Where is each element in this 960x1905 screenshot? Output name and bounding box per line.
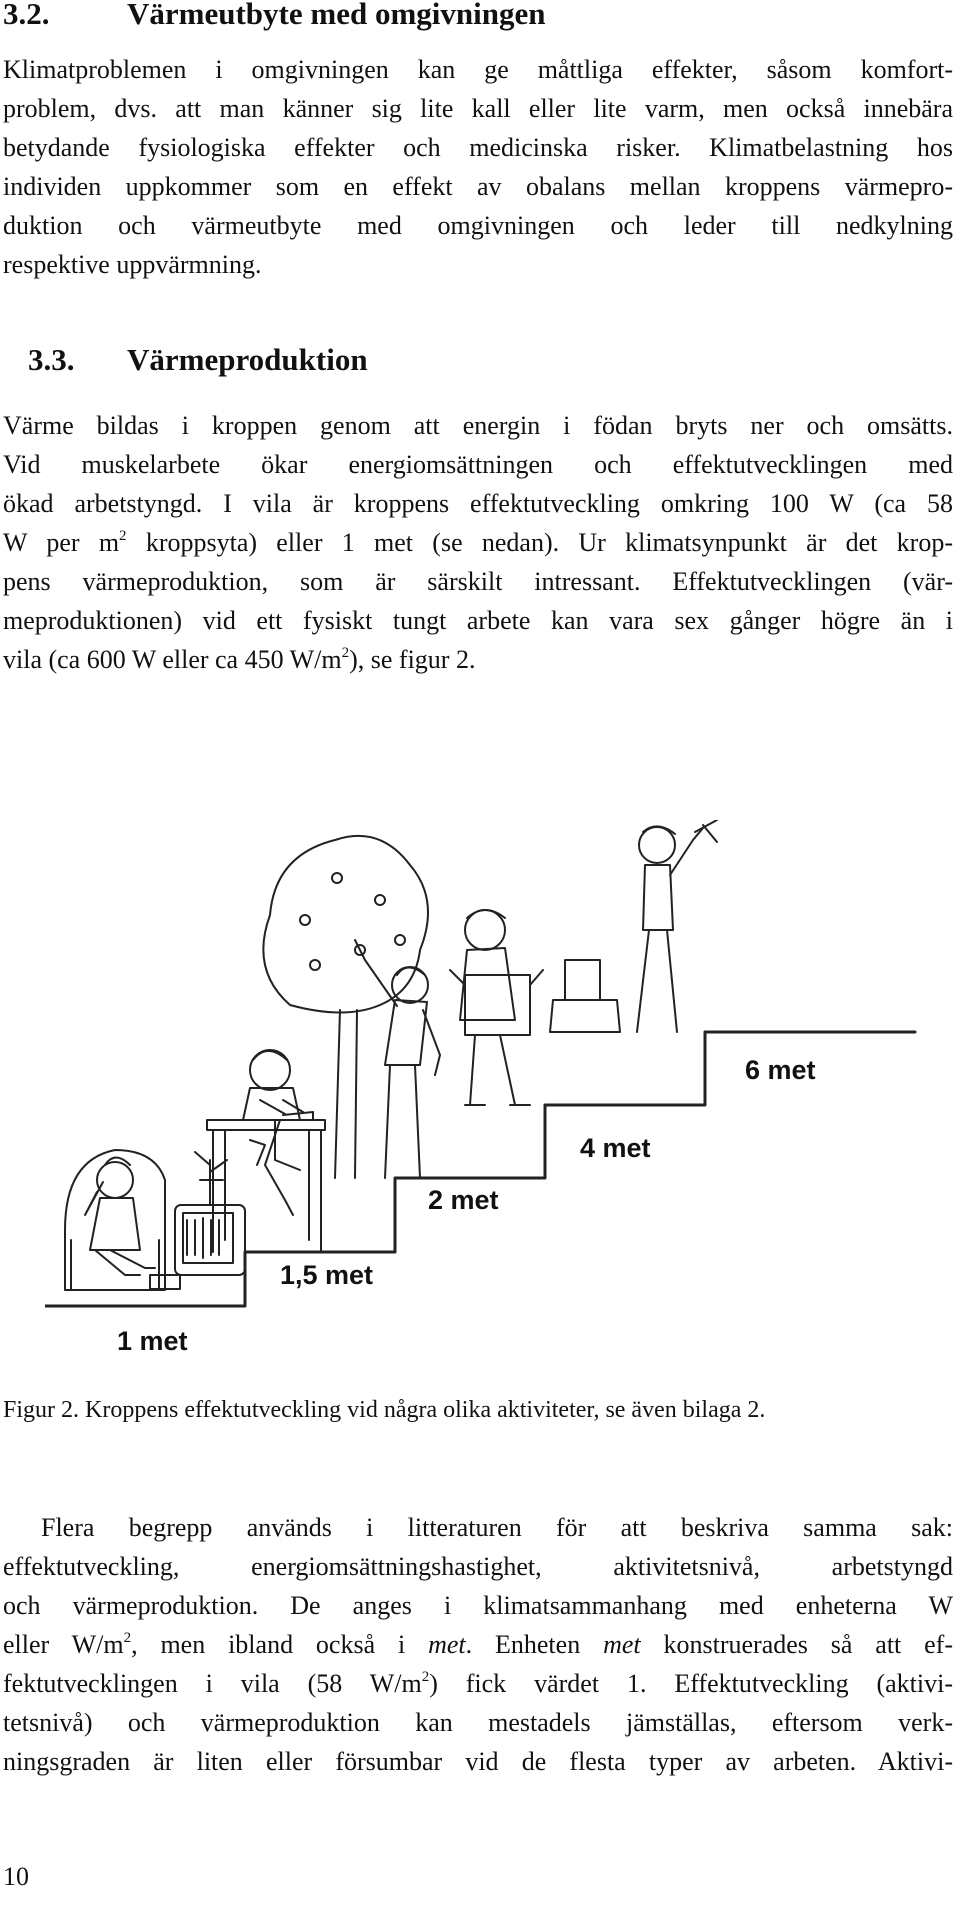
figure-activity-staircase [45, 820, 950, 1380]
staircase-illustration [45, 820, 950, 1380]
picking-person-figure [263, 836, 440, 1178]
label-picking-met: 2 met [428, 1185, 499, 1215]
text-line [3, 1625, 953, 1664]
text-fragment: vila (ca 600 W eller ca 450 W/m [3, 645, 342, 674]
text-fragment: konstruerades så att ef- [640, 1630, 953, 1659]
text-emphasis: met [428, 1630, 466, 1659]
superscript: 2 [341, 645, 350, 662]
section-title: Värmeutbyte med omgivningen [127, 0, 546, 31]
text-line: och värmeproduktion. De anges i klimatsammanhang med enheterna W [3, 1591, 953, 1620]
text-fragment: Flera begrepp används i litteraturen för att beskriva samma sak: [41, 1513, 953, 1542]
text-line [3, 640, 953, 679]
text-fragment: . Enheten [465, 1630, 604, 1659]
section-number: 3.2. [3, 0, 50, 31]
text-line [3, 1508, 953, 1547]
text-line: ökad arbetstyngd. I vila är kroppens effektutveckling omkring 100 W (ca 58 [3, 489, 953, 518]
superscript: 2 [421, 1669, 430, 1686]
label-chopping-met: 6 met [745, 1055, 816, 1085]
text-line: Klimatproblemen i omgivningen kan ge måttliga effekter, såsom komfort- [3, 55, 953, 84]
text-fragment: ), se figur 2. [349, 645, 476, 674]
section-heading-3-3 [28, 342, 368, 378]
text-line: ningsgraden är liten eller försumbar vid de flesta typer av arbeten. Aktivi- [3, 1747, 953, 1776]
desk-person-figure [207, 1050, 325, 1252]
label-rest-met: 1 met [117, 1326, 188, 1356]
resting-person-figure [65, 1150, 245, 1290]
text-line: Värme bildas i kroppen genom att energin i födan bryts ner och omsätts. [3, 411, 953, 440]
section-title: Värmeproduktion [127, 342, 368, 377]
text-fragment: ) fick värdet 1. Effektutveckling (aktivi- [429, 1669, 954, 1698]
text-emphasis: met [603, 1630, 641, 1659]
text-line: tetsnivå) och värmeproduktion kan mestadels jämställas, eftersom verk- [3, 1708, 953, 1737]
text-fragment: , men ibland också i [131, 1630, 429, 1659]
superscript: 2 [119, 528, 127, 545]
text-line [3, 523, 953, 562]
paragraph-body [3, 1508, 953, 1781]
section-number: 3.3. [28, 342, 75, 377]
chopping-person-figure [550, 820, 717, 1032]
superscript: 2 [123, 1630, 132, 1647]
text-line: respektive uppvärmning. [3, 250, 262, 279]
text-line: individen uppkommer som en effekt av obalans mellan kroppens värmepro- [3, 172, 953, 201]
text-line: duktion och värmeutbyte med omgivningen och leder till nedkylning [3, 211, 953, 240]
paragraph-3-3 [3, 406, 953, 679]
label-desk-met: 1,5 met [280, 1260, 374, 1290]
text-fragment: W per m [3, 528, 120, 557]
text-line: problem, dvs. att man känner sig lite kall eller lite varm, men också innebära [3, 94, 953, 123]
text-line: meproduktionen) vid ett fysiskt tungt arbete kan vara sex gånger högre än i [3, 606, 953, 635]
page-number: 10 [3, 1862, 29, 1891]
text-fragment: fektutvecklingen i vila (58 W/m [3, 1669, 422, 1698]
text-line: pens värmeproduktion, som är särskilt intressant. Effektutvecklingen (vär- [3, 567, 953, 596]
section-heading-3-2 [3, 0, 545, 32]
label-carrying-met: 4 met [580, 1133, 651, 1163]
text-line: betydande fysiologiska effekter och medicinska risker. Klimatbelastning hos [3, 133, 953, 162]
text-fragment: eller W/m [3, 1630, 124, 1659]
carrying-person-figure [450, 910, 543, 1105]
text-line: effektutveckling, energiomsättningshastighet, aktivitetsnivå, arbetstyngd [3, 1552, 953, 1581]
paragraph-3-2 [3, 50, 953, 284]
figure-caption: Figur 2. Kroppens effektutveckling vid några olika aktiviteter, se även bilaga 2. [3, 1397, 766, 1423]
text-fragment: kroppsyta) eller 1 met (se nedan). Ur klimatsynpunkt är det krop- [126, 528, 953, 557]
text-line [3, 1664, 953, 1703]
text-line: Vid muskelarbete ökar energiomsättningen och effektutvecklingen med [3, 450, 953, 479]
